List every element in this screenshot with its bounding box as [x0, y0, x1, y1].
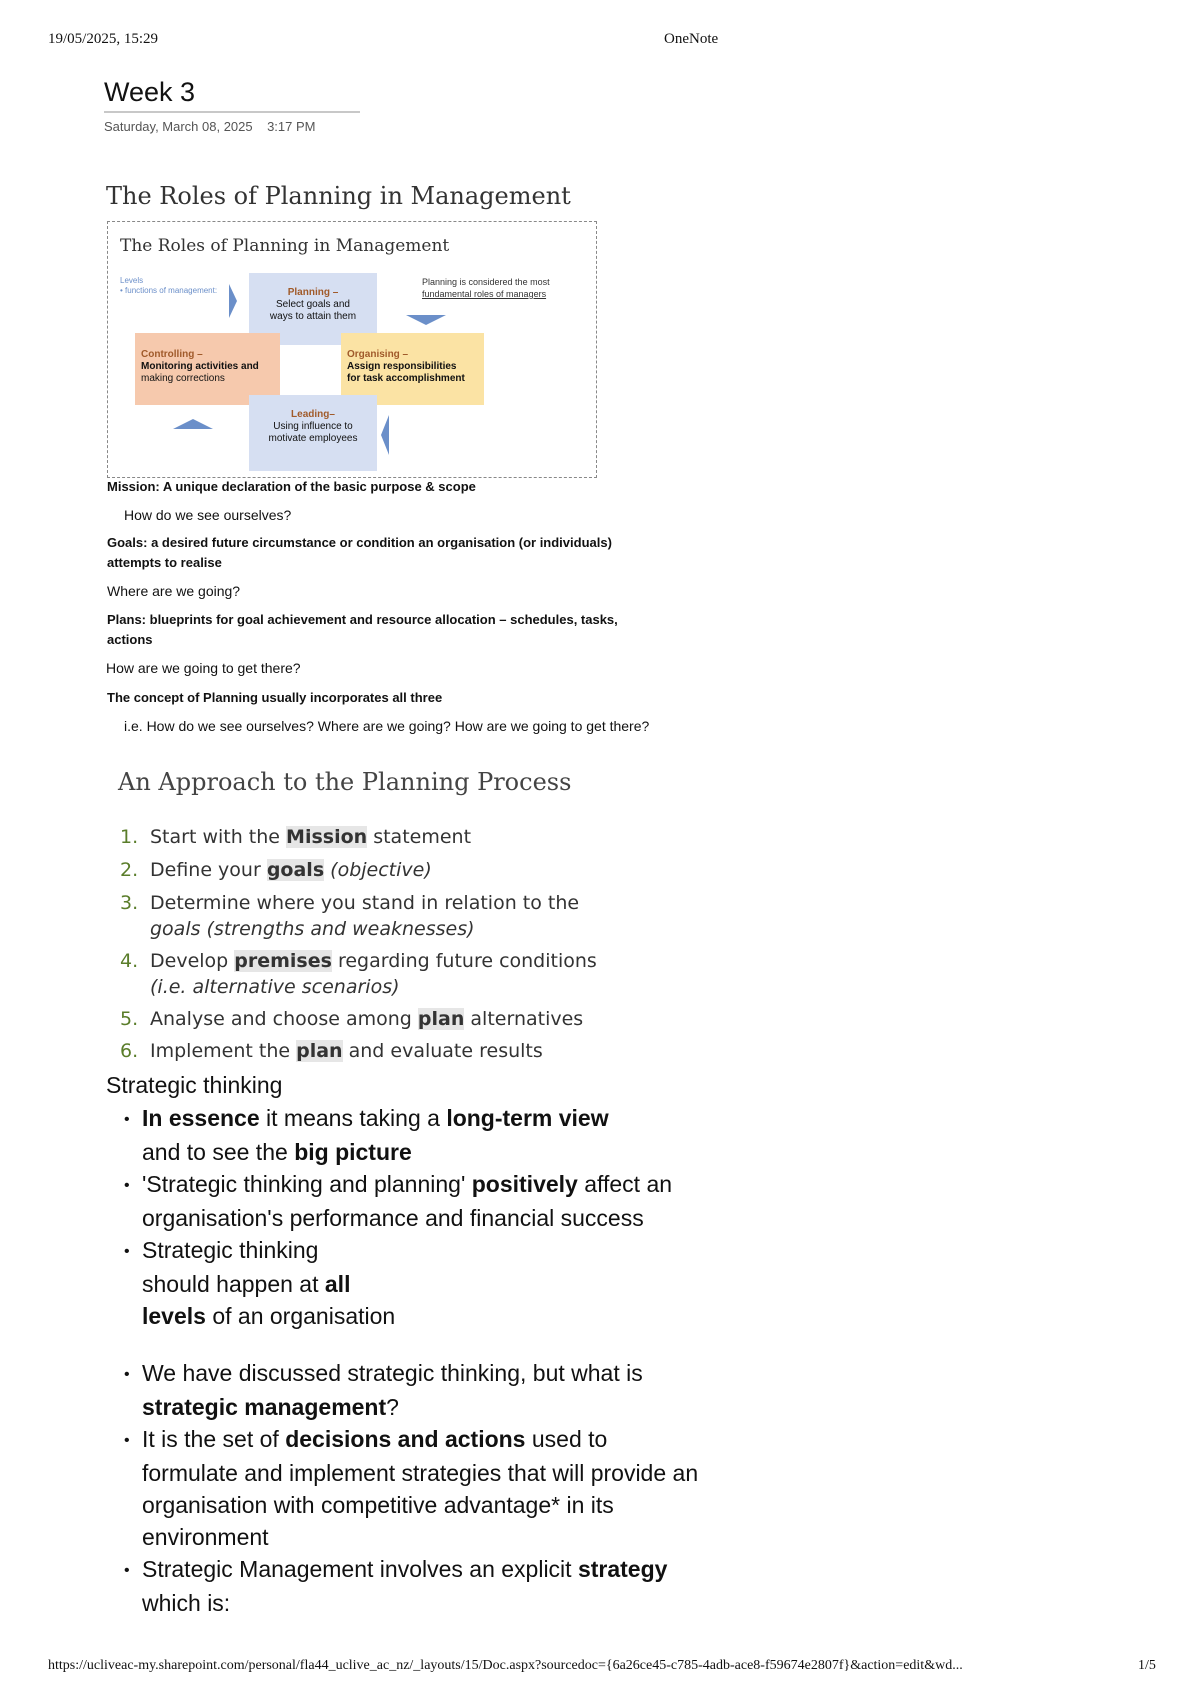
- step-text: Develop: [150, 950, 235, 972]
- plans-question: How are we going to get there?: [106, 660, 301, 676]
- page-date-text: Saturday, March 08, 2025: [104, 119, 253, 134]
- bullet-text: organisation with competitive advantage* in its: [142, 1491, 614, 1518]
- mission-definition: Mission: A unique declaration of the basic purpose & scope: [107, 479, 476, 494]
- bullet-item: [124, 1102, 764, 1136]
- step-text: Determine where you stand in relation to the: [150, 892, 580, 914]
- bullet-text: which is:: [142, 1589, 231, 1616]
- step-highlight: premises: [234, 950, 332, 972]
- leading-text-2: motivate employees: [268, 433, 358, 444]
- bullet-text: and to see the: [142, 1138, 295, 1165]
- diagram-title: The Roles of Planning in Management: [120, 236, 450, 256]
- bullet-dot: •: [124, 1365, 130, 1383]
- leading-box: [249, 395, 377, 471]
- planning-text-2: ways to attain them: [269, 311, 357, 322]
- step-number: 6.: [120, 1040, 139, 1062]
- arrow-up-icon: [173, 417, 213, 431]
- bullet-bold: big picture: [294, 1138, 412, 1165]
- section-heading-strategic-thinking: Strategic thinking: [106, 1072, 283, 1098]
- bullet-text: of an organisation: [205, 1302, 396, 1329]
- plans-definition: [107, 610, 727, 650]
- bullet-text: Strategic Management involves an explicit: [142, 1555, 578, 1582]
- bullet-text: it means: [259, 1105, 360, 1131]
- arrow-right-icon: [226, 284, 240, 318]
- step-number: 1.: [120, 826, 139, 848]
- organising-text-2: for task accomplishment: [347, 373, 465, 384]
- planning-steps-list: [120, 824, 597, 1064]
- bullet-text: taking a: [359, 1105, 447, 1131]
- goals-question: Where are we going?: [107, 583, 241, 599]
- plans-line-1: Plans: blueprints for goal achievement and resource allocation – schedules, tasks,: [107, 612, 618, 627]
- step-text: Start with the: [150, 826, 287, 848]
- controlling-text-1: Monitoring activities and: [141, 361, 259, 372]
- right-note-line-2: fundamental roles of managers: [422, 289, 547, 299]
- bullet-bold: levels: [142, 1302, 206, 1329]
- step-item: [120, 1006, 597, 1032]
- arrow-left-icon: [378, 415, 392, 455]
- bullet-text: organisation's performance and financial success: [142, 1204, 644, 1231]
- step-text: (i.e. alternative scenarios): [150, 976, 400, 998]
- bullet-text: It is the set of: [142, 1425, 286, 1452]
- page-title: Week 3: [104, 77, 196, 107]
- bullet-item: [124, 1423, 764, 1457]
- goals-line-1: Goals: a desired future circumstance or condition an organisation (or individuals): [107, 535, 612, 550]
- bullet-text: 'Strategic thinking and planning': [142, 1170, 472, 1197]
- bullet-bold: In essence: [142, 1105, 260, 1131]
- bullet-dot: •: [124, 1176, 130, 1194]
- step-highlight: plan: [296, 1040, 343, 1062]
- plans-line-2: actions: [107, 632, 153, 647]
- controlling-title: Controlling –: [141, 349, 203, 360]
- step-text: Define your: [150, 859, 267, 881]
- step-item: [120, 1038, 597, 1064]
- step-text-tail: and evaluate results: [342, 1040, 543, 1062]
- bullet-continued: [124, 1268, 764, 1300]
- page-date: [104, 119, 316, 134]
- bullet-bold: long-term view: [446, 1105, 609, 1131]
- bullet-continued: [124, 1300, 764, 1332]
- step-number: 3.: [120, 892, 139, 914]
- goals-line-2: attempts to realise: [107, 555, 222, 570]
- arrow-down-icon: [406, 313, 446, 327]
- bullet-continued: [124, 1136, 764, 1168]
- bullet-text: used to: [525, 1425, 608, 1452]
- page-time-text: 3:17 PM: [267, 119, 316, 134]
- print-app-name: OneNote: [664, 31, 719, 47]
- step-highlight: goals: [266, 859, 325, 881]
- bullet-text: affect an: [577, 1170, 673, 1197]
- step-text-tail: alternatives: [464, 1008, 584, 1030]
- planning-concept: The concept of Planning usually incorporates all three: [107, 690, 443, 705]
- controlling-text-2: making corrections: [141, 373, 225, 384]
- bullet-dot: •: [124, 1242, 130, 1260]
- step-text: Analyse and choose among: [150, 1008, 418, 1030]
- title-underline: [104, 111, 360, 113]
- print-url: https://ucliveac-my.sharepoint.com/personal/fla44_uclive_ac_nz/_layouts/15/Doc.aspx?sourcedoc={6a26ce45-c785-4adb-ace8-f59674e2807f}&action=edit&wd...: [48, 1658, 963, 1673]
- step-number: 4.: [120, 950, 139, 972]
- bullet-bold: decisions and actions: [285, 1425, 526, 1452]
- print-datetime: 19/05/2025, 15:29: [48, 31, 159, 47]
- section-heading-approach: An Approach to the Planning Process: [118, 768, 572, 796]
- bullet-bold: strategic management: [142, 1393, 387, 1420]
- diagram-right-note: [422, 276, 550, 300]
- bullet-bold: strategy: [577, 1555, 668, 1582]
- step-item: [120, 948, 597, 974]
- step-highlight: Mission: [286, 826, 368, 848]
- planning-concept-questions: i.e. How do we see ourselves? Where are we going? How are we going to get there?: [124, 718, 650, 734]
- organising-text-1: Assign responsibilities: [347, 361, 457, 372]
- step-item-continued: [120, 974, 597, 1000]
- bullet-continued: [124, 1202, 764, 1234]
- step-item-continued: [120, 916, 597, 942]
- bullet-item: [124, 1234, 764, 1268]
- bullet-continued: [124, 1457, 764, 1489]
- goals-definition: [107, 533, 727, 573]
- bullet-item: [124, 1168, 764, 1202]
- leading-title: Leading–: [291, 409, 335, 420]
- bullet-dot: •: [124, 1431, 130, 1449]
- bullet-continued: [124, 1489, 764, 1521]
- strategic-thinking-list: [124, 1102, 764, 1619]
- step-text-tail: (objective): [324, 859, 432, 881]
- bullet-text: environment: [142, 1523, 269, 1550]
- step-text: Implement the: [150, 1040, 297, 1062]
- step-highlight: plan: [417, 1008, 465, 1030]
- leading-text-1: Using influence to: [273, 421, 353, 432]
- print-page-number: 1/5: [1138, 1658, 1156, 1673]
- left-note-line-2: • functions of management:: [120, 286, 218, 295]
- bullet-item: [124, 1357, 764, 1391]
- diagram-left-note: [120, 276, 217, 296]
- organising-title: Organising –: [347, 349, 409, 360]
- planning-text-1: Select goals and: [276, 299, 350, 310]
- left-note-line-1: Levels: [120, 276, 144, 285]
- step-number: 5.: [120, 1008, 139, 1030]
- bullet-continued: [124, 1521, 764, 1553]
- bullet-text: formulate and implement strategies that will provide an: [142, 1459, 699, 1486]
- bullet-item: [124, 1553, 764, 1587]
- section-heading-roles: The Roles of Planning in Management: [106, 182, 571, 210]
- step-number: 2.: [120, 859, 139, 881]
- bullet-continued: [124, 1391, 764, 1423]
- bullet-dot: •: [124, 1561, 130, 1579]
- step-text-tail: statement: [367, 826, 472, 848]
- mission-question: How do we see ourselves?: [124, 507, 292, 523]
- step-text-tail: regarding future conditions: [331, 950, 597, 972]
- step-text: goals (strengths and weaknesses): [150, 918, 475, 940]
- right-note-line-1: Planning is considered the most: [422, 277, 550, 287]
- bullet-text: Strategic thinking: [142, 1236, 319, 1263]
- bullet-text: We have discussed strategic thinking, but what is: [142, 1359, 643, 1386]
- bullet-bold: all: [324, 1270, 351, 1297]
- step-item: [120, 824, 597, 850]
- bullet-bold: positively: [471, 1170, 578, 1197]
- bullet-dot: •: [124, 1110, 130, 1128]
- bullet-text: should happen at: [142, 1270, 325, 1297]
- step-item: [120, 857, 597, 883]
- step-item: [120, 890, 597, 916]
- bullet-continued: [124, 1587, 764, 1619]
- bullet-text: ?: [386, 1393, 399, 1420]
- planning-title: Planning –: [287, 287, 339, 298]
- roles-diagram: [107, 221, 597, 478]
